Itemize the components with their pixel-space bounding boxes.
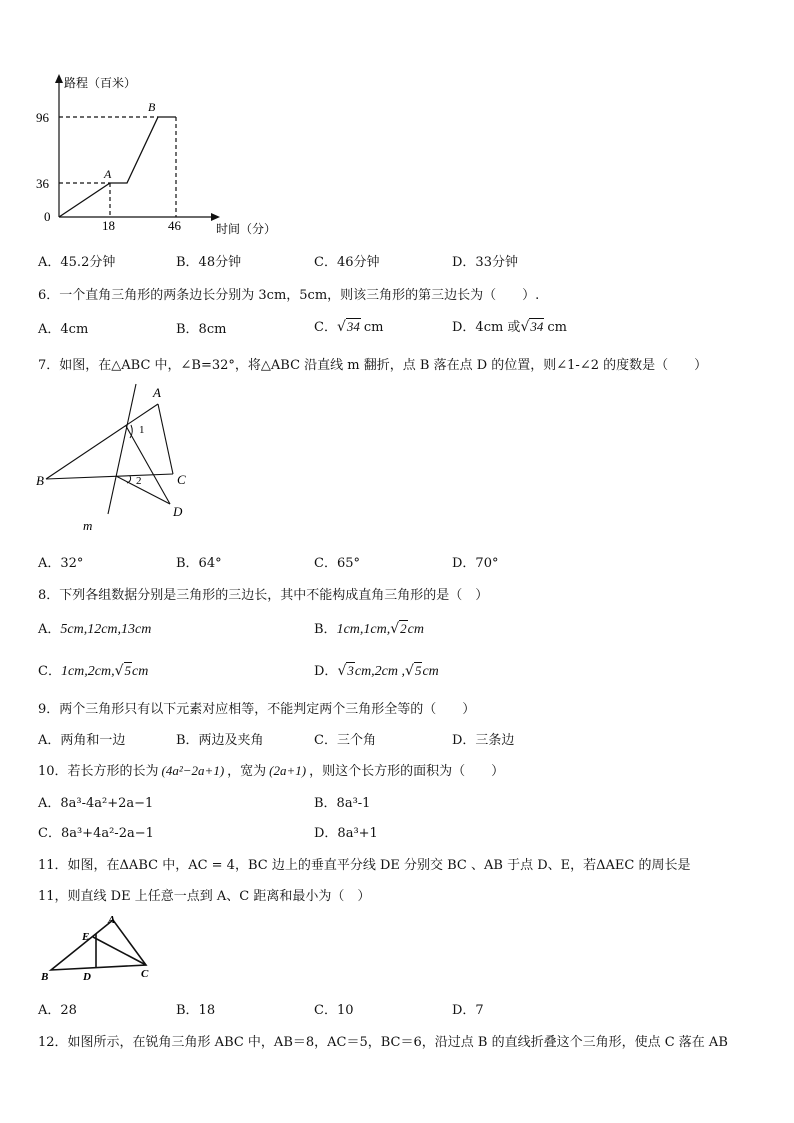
q11-option-b[interactable]: B．18 <box>176 1003 216 1018</box>
y-axis-label: 路程（百米） <box>64 76 137 90</box>
point-a-label: A <box>104 167 112 181</box>
q9-stem: 9．两个三角形只有以下元素对应相等，不能判定两个三角形全等的（ ） <box>38 702 476 717</box>
segment-BA <box>46 404 158 479</box>
q6-d-prefix: D．4cm 或 <box>452 320 521 335</box>
q9-option-b[interactable]: B．两边及夹角 <box>176 733 264 748</box>
q7-stem: 7．如图，在△ABC 中，∠B=32°，将△ABC 沿直线 m 翻折，点 B 落在点 D 的位置，则∠1-∠2 的度数是（ ） <box>38 358 708 373</box>
q8-b-unit: cm <box>407 622 424 637</box>
q6-c-unit: cm <box>363 320 384 335</box>
q6-option-a[interactable]: A．4cm <box>38 322 89 337</box>
q10-width-expr: (2a+1) <box>269 763 307 778</box>
q10-option-c[interactable]: C．8a³+4a²-2a−1 <box>38 826 154 841</box>
q11-option-a[interactable]: A．28 <box>38 1003 77 1018</box>
q6-option-d[interactable] <box>452 316 567 335</box>
label-angle-2: 2 <box>136 475 142 487</box>
sqrt-sign: √ <box>405 663 414 679</box>
tick-0: 0 <box>44 209 51 224</box>
q5-option-b[interactable]: B．48分钟 <box>176 255 242 270</box>
q8-b-prefix: B． <box>314 622 337 637</box>
q7-option-a[interactable]: A．32° <box>38 556 84 571</box>
q8-b-math: 1cm,1cm, <box>336 622 391 637</box>
x-axis-arrow <box>211 213 220 221</box>
q9-option-a[interactable]: A．两角和一边 <box>38 733 126 748</box>
distance-line <box>59 117 176 217</box>
q10-option-b[interactable]: B．8a³-1 <box>314 796 371 811</box>
point-b-label: B <box>148 100 156 114</box>
line-m <box>108 384 136 514</box>
q7-figure <box>30 382 210 540</box>
q6-d-radicand: 34 <box>530 319 544 334</box>
segment-EC <box>93 937 146 965</box>
q11-stem-line-1: 11．如图，在ΔABC 中，AC = 4，BC 边上的垂直平分线 DE 分别交 BC 、AB 于点 D、E，若ΔAEC 的周长是 <box>38 858 691 873</box>
q5-graph <box>30 72 290 242</box>
q8-option-d[interactable] <box>314 660 439 680</box>
q10-option-d[interactable]: D．8a³+1 <box>314 826 378 841</box>
tick-46: 46 <box>168 218 181 233</box>
sqrt-sign: √ <box>520 319 530 335</box>
sqrt-sign: √ <box>336 319 346 335</box>
q11-figure <box>38 914 162 984</box>
y-axis-arrow <box>55 74 63 83</box>
q8-a-math: 5cm,12cm,13cm <box>60 622 152 637</box>
q11-option-c[interactable]: C．10 <box>314 1003 354 1018</box>
q8-c-prefix: C． <box>38 664 61 679</box>
q5-option-a[interactable]: A．45.2分钟 <box>38 255 116 270</box>
q6-c-radicand: 34 <box>346 319 360 334</box>
x-axis-label: 时间（分） <box>216 222 277 236</box>
q7-option-d[interactable]: D．70° <box>452 556 499 571</box>
label-angle-1: 1 <box>139 424 145 436</box>
q6-option-b[interactable]: B．8cm <box>176 322 227 337</box>
q10-stem <box>38 760 504 779</box>
q8-option-a[interactable] <box>38 618 151 638</box>
label-B: B <box>36 473 44 488</box>
q8-option-c[interactable] <box>38 660 148 680</box>
label-C: C <box>177 472 186 487</box>
q6-option-c[interactable] <box>314 316 383 335</box>
q6-d-unit: cm <box>547 320 567 335</box>
q12-stem: 12．如图所示，在锐角三角形 ABC 中，AB＝8，AC＝5，BC＝6，沿过点 B 的直线折叠这个三角形，使点 C 落在 AB <box>38 1035 728 1050</box>
q5-option-c[interactable]: C．46分钟 <box>314 255 380 270</box>
q8-b-radicand: 2 <box>400 621 407 636</box>
label-m: m <box>83 518 93 533</box>
q11-option-d[interactable]: D．7 <box>452 1003 484 1018</box>
q8-c-math: 1cm,2cm, <box>60 664 115 679</box>
label-A: A <box>108 914 116 926</box>
q10-stem-prefix: 10．若长方形的长为 <box>38 764 159 779</box>
tick-18: 18 <box>102 218 115 233</box>
label-C: C <box>141 968 149 980</box>
q10-length-expr: (4a²−2a+1) <box>161 763 225 778</box>
q8-d-mid: cm,2cm , <box>354 664 406 679</box>
label-A: A <box>153 385 161 400</box>
q9-option-c[interactable]: C．三个角 <box>314 733 376 748</box>
label-E: E <box>82 931 90 943</box>
tick-36: 36 <box>36 176 49 191</box>
sqrt-sign: √ <box>114 663 124 679</box>
sqrt-sign: √ <box>390 621 400 637</box>
label-B: B <box>41 971 49 983</box>
sqrt-sign: √ <box>337 663 347 679</box>
q8-stem: 8．下列各组数据分别是三角形的三边长，其中不能构成直角三角形的是（ ） <box>38 588 489 603</box>
q6-c-prefix: C． <box>314 320 337 335</box>
triangle-ABC <box>51 920 146 970</box>
label-D: D <box>173 504 183 519</box>
q10-option-a[interactable]: A．8a³-4a²+2a−1 <box>38 796 154 811</box>
q8-d-radicand-1: 3 <box>347 663 354 678</box>
q5-option-d[interactable]: D．33分钟 <box>452 255 518 270</box>
q8-d-radicand-2: 5 <box>414 663 422 678</box>
q8-c-unit: cm <box>132 664 149 679</box>
q10-stem-suffix: ，则这个长方形的面积为（ ） <box>309 764 505 779</box>
segment-AC <box>158 404 173 474</box>
q9-option-d[interactable]: D．三条边 <box>452 733 515 748</box>
tick-96: 96 <box>36 110 49 125</box>
q6-stem: 6．一个直角三角形的两条边长分别为 3cm，5cm，则该三角形的第三边长为（ ）. <box>38 288 540 303</box>
q8-c-radicand: 5 <box>124 663 132 678</box>
label-D: D <box>83 971 91 983</box>
q8-a-prefix: A． <box>38 622 61 637</box>
q8-d-unit: cm <box>422 664 439 679</box>
q7-option-c[interactable]: C．65° <box>314 556 360 571</box>
q10-stem-mid: ，宽为 <box>227 764 267 779</box>
q8-d-prefix: D． <box>314 664 338 679</box>
q7-option-b[interactable]: B．64° <box>176 556 222 571</box>
q11-stem-line-2: 11，则直线 DE 上任意一点到 A、C 距离和最小为（ ） <box>38 889 371 904</box>
q8-option-b[interactable] <box>314 618 424 638</box>
